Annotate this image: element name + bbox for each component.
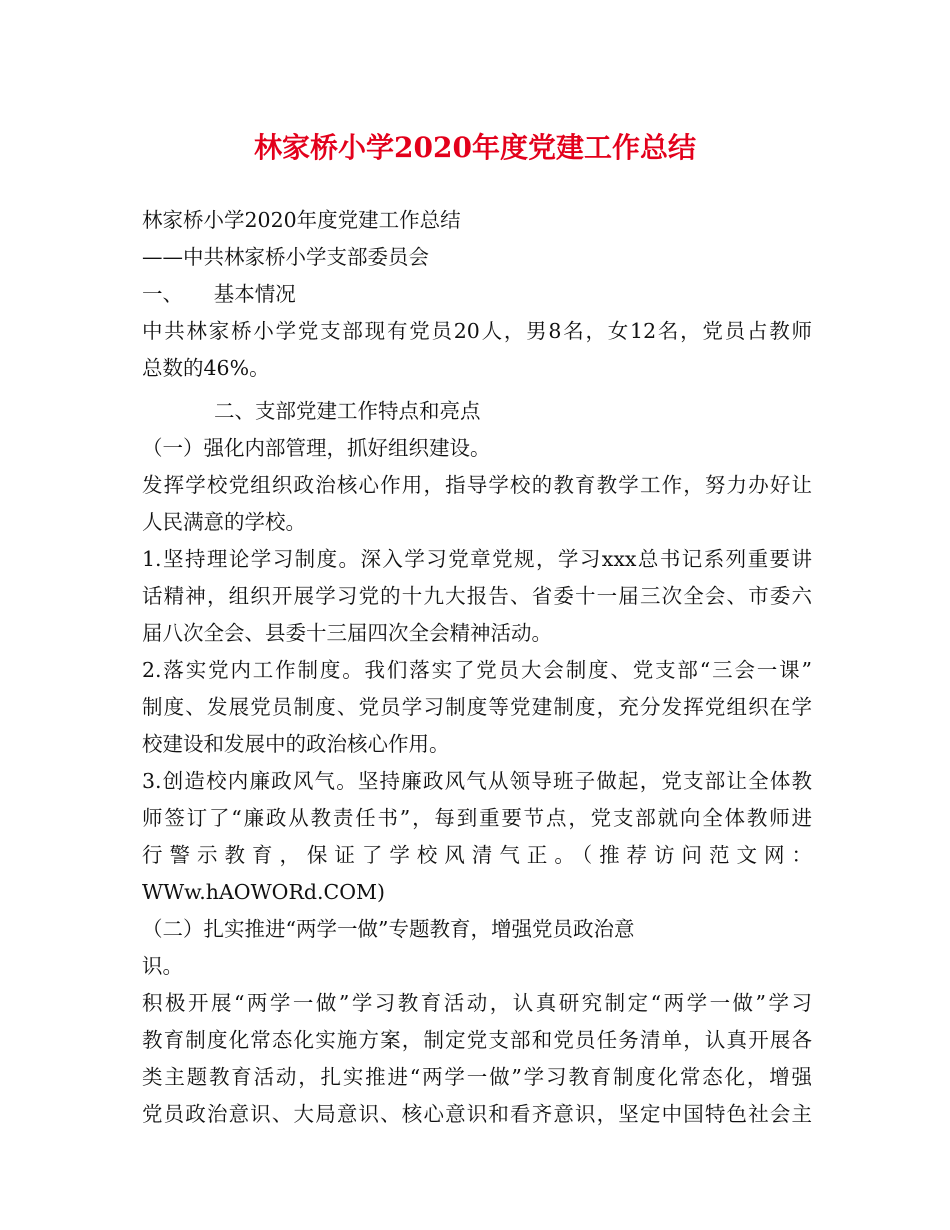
paragraph-line: 中共林家桥小学党支部现有党员20人，男8名，女12名，党员占教师 xyxy=(142,319,812,343)
paragraph-line: 届八次全会、县委十三届四次全会精神活动。 xyxy=(142,621,552,645)
paragraph-line: 2.落实党内工作制度。我们落实了党员大会制度、党支部“三会一课” xyxy=(142,658,812,682)
paragraph-line: 校建设和发展中的政治核心作用。 xyxy=(142,732,450,756)
subtitle-line: 林家桥小学2020年度党建工作总结 xyxy=(142,208,461,232)
section-heading-basic: 一、 基本情况 xyxy=(142,282,296,306)
website-line: WWw.hAOWORd.COM) xyxy=(142,880,386,904)
paragraph-line: 发挥学校党组织政治核心作用，指导学校的教育教学工作，努力办好让 xyxy=(142,473,812,497)
subsection-heading: （二）扎实推进“两学一做”专题教育，增强党员政治意 xyxy=(142,917,635,941)
document-title: 林家桥小学2020年度党建工作总结 xyxy=(254,131,696,164)
section-heading-features: 二、支部党建工作特点和亮点 xyxy=(214,399,481,423)
paragraph-line: 行警示教育，保证了学校风清气正。（推荐访问范文网： xyxy=(142,843,812,867)
author-line: ——中共林家桥小学支部委员会 xyxy=(142,245,429,269)
paragraph-line: 类主题教育活动，扎实推进“两学一做”学习教育制度化常态化，增强 xyxy=(142,1065,812,1089)
paragraph-line: 党员政治意识、大局意识、核心意识和看齐意识，坚定中国特色社会主 xyxy=(142,1102,812,1126)
paragraph-line: 话精神，组织开展学习党的十九大报告、省委十一届三次全会、市委六 xyxy=(142,584,812,608)
paragraph-line: 人民满意的学校。 xyxy=(142,510,306,534)
subsection-heading: （一）强化内部管理，抓好组织建设。 xyxy=(142,436,491,460)
paragraph-line: 师签订了“廉政从教责任书”，每到重要节点，党支部就向全体教师进 xyxy=(142,806,812,830)
paragraph-line: 制度、发展党员制度、党员学习制度等党建制度，充分发挥党组织在学 xyxy=(142,695,812,719)
document-body xyxy=(142,202,812,1133)
paragraph-line: 1.坚持理论学习制度。深入学习党章党规，学习xxx总书记系列重要讲 xyxy=(142,547,812,571)
paragraph-line: 教育制度化常态化实施方案，制定党支部和党员任务清单，认真开展各 xyxy=(142,1028,812,1052)
paragraph-line: 总数的46%。 xyxy=(142,356,270,380)
paragraph-line: 3.创造校内廉政风气。坚持廉政风气从领导班子做起，党支部让全体教 xyxy=(142,769,812,793)
subsection-heading: 识。 xyxy=(142,954,183,978)
paragraph-line: 积极开展“两学一做”学习教育活动，认真研究制定“两学一做”学习 xyxy=(142,991,812,1015)
